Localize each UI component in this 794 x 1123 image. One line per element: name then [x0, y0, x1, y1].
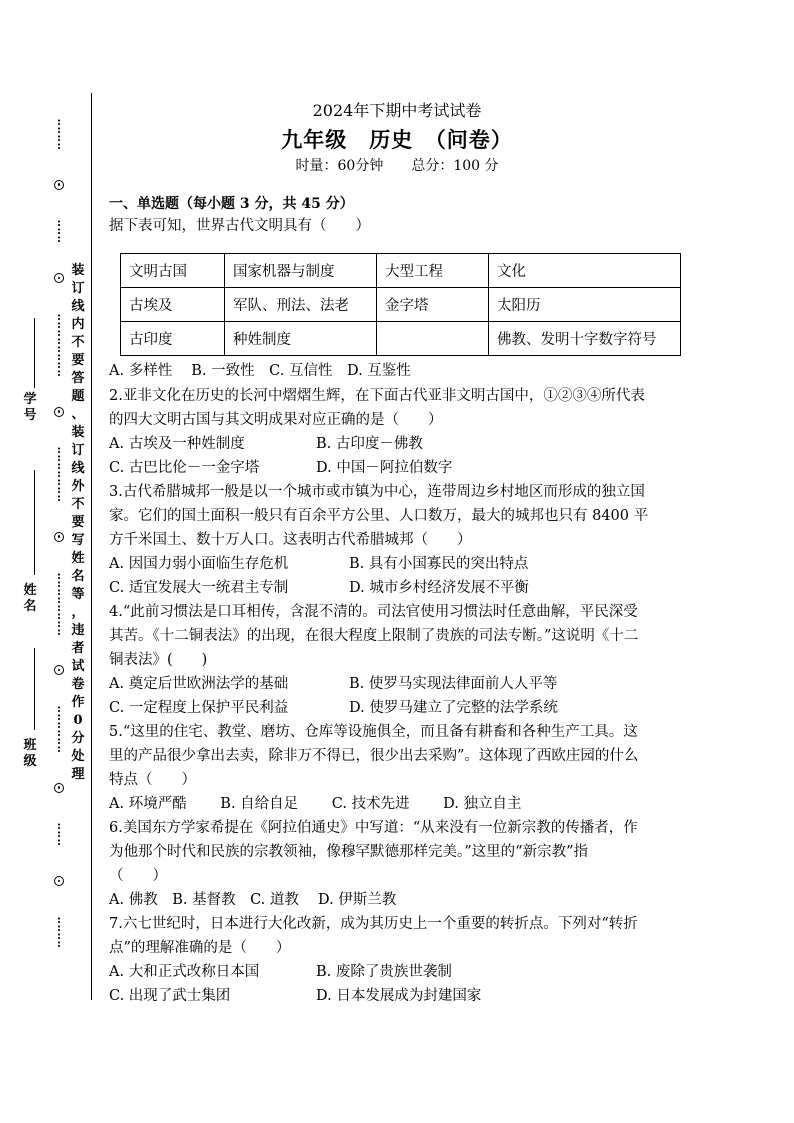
notice-char: 外: [71, 479, 85, 494]
label-char: 班: [23, 738, 37, 753]
name-label: [22, 583, 38, 615]
notice-char: 不: [71, 497, 85, 512]
binding-circle-icon: [54, 407, 64, 417]
table-cell: 古埃及: [121, 288, 225, 322]
dot-segment: : : :: [56, 819, 62, 849]
table-cell: 军队、刑法、法老: [225, 288, 377, 322]
table-header-cell: 文明古国: [121, 254, 225, 288]
binding-circle-icon: [54, 273, 64, 283]
q3-option-d: D. 城市乡村经济发展不平衡: [349, 580, 529, 596]
notice-char: 线: [71, 461, 85, 476]
binding-circle-icon: [54, 180, 64, 190]
binding-dots: [49, 115, 69, 950]
binding-line: [91, 93, 92, 1000]
q3-stem-line: 方千米国土、数十万人口。这表明古代希腊城邦（ ）: [109, 532, 472, 548]
q7-option-d: D. 日本发展成为封建国家: [316, 988, 482, 1004]
label-char: 姓: [23, 583, 37, 598]
q7-option-a: A. 大和正式改称日本国: [109, 964, 260, 980]
label-char: 学: [23, 392, 37, 407]
q4-stem-line: 4.“此前习惯法是口耳相传，含混不清的。司法官使用习惯法时任意曲解，平民深受: [109, 604, 638, 620]
q1-stem: 据下表可知，世界古代文明具有（ ）: [109, 218, 370, 234]
q2-stem-line: 的四大文明古国与其文明成果对应正确的是（ ）: [109, 412, 443, 428]
notice-char: 者: [71, 641, 85, 656]
class-label: [22, 738, 38, 770]
notice-char: 要: [71, 515, 85, 530]
table-cell: 种姓制度: [225, 322, 377, 356]
notice-char: 装: [71, 263, 85, 278]
q3-stem-line: 家。它们的国土面积一般只有百余平方公里、人口数万，最大的城邦也只有 8400 平: [109, 508, 649, 524]
name-blank[interactable]: [34, 470, 35, 575]
table-cell: 佛教、发明十字数字符号: [489, 322, 681, 356]
table-cell: 古印度: [121, 322, 225, 356]
q5-options: A. 环境严酷 B. 自给自足 C. 技术先进 D. 独立自主: [109, 796, 522, 812]
q3-option-a: A. 因国力弱小面临生存危机: [109, 556, 289, 572]
q5-stem-line: 里的产品很少拿出去卖，除非万不得已，很少出去采购”。这体现了西欧庄园的什么: [109, 748, 639, 764]
exam-meta: 时量：60分钟 总分：100 分: [295, 158, 499, 174]
notice-char: 、: [71, 407, 85, 422]
notice-char: 姓: [71, 551, 85, 566]
civilization-table: [120, 253, 681, 356]
q4-stem-line: 其苦。《十二铜表法》的出现，在很大程度上限制了贵族的司法专断。”这说明《十二: [109, 628, 639, 644]
q6-stem-line: （ ）: [109, 868, 167, 884]
q2-option-d: D. 中国－阿拉伯数字: [316, 460, 453, 476]
q4-option-a: A. 奠定后世欧洲法学的基础: [109, 676, 289, 692]
notice-char: 理: [71, 767, 85, 782]
dot-segment: : : : :: [56, 912, 62, 950]
table-cell: 太阳历: [489, 288, 681, 322]
student-id-blank[interactable]: [34, 318, 35, 388]
q6-stem-line: 6.美国东方学家希提在《阿拉伯通史》中写道：“从来没有一位新宗教的传播者，作: [109, 820, 638, 836]
table-row: [121, 322, 681, 356]
notice-char: 写: [71, 533, 85, 548]
notice-char: 试: [71, 659, 85, 674]
q4-option-d: D. 使罗马建立了完整的法学系统: [349, 700, 558, 716]
table-header-cell: 文化: [489, 254, 681, 288]
q5-stem-line: 特点（ ）: [109, 772, 196, 788]
q6-stem-line: 为他那个时代和民族的宗教领袖，像穆罕默德那样完美。”这里的“新宗教”指: [109, 844, 588, 860]
notice-char: 线: [71, 299, 85, 314]
q7-stem-line: 点”的理解准确的是（ ）: [109, 940, 291, 956]
notice-char: 作: [71, 695, 85, 710]
binding-circle-icon: [54, 665, 64, 675]
dot-segment: : : : : : :: [56, 702, 62, 756]
dot-segment: : : : : : : : :: [56, 568, 62, 638]
notice-char: ，: [71, 605, 85, 620]
student-id-label: [22, 392, 38, 424]
notice-char: 要: [71, 353, 85, 368]
q1-options: A. 多样性 B. 一致性 C. 互信性 D. 互鉴性: [109, 363, 411, 379]
exam-subject: 九年级 历史 （问卷）: [281, 127, 513, 152]
notice-char: 订: [71, 443, 85, 458]
notice-char: 名: [71, 569, 85, 584]
table-cell: [377, 322, 489, 356]
notice-char: 分: [71, 731, 85, 746]
q2-option-c: C. 古巴比伦－一金字塔: [109, 460, 260, 476]
notice-char: 装: [71, 425, 85, 440]
dot-segment: : : : : : : : :: [56, 309, 62, 379]
class-blank[interactable]: [34, 648, 35, 730]
notice-char: 内: [71, 317, 85, 332]
notice-char: 卷: [71, 677, 85, 692]
q3-option-b: B. 具有小国寡民的突出特点: [349, 556, 529, 572]
table-header-row: [121, 254, 681, 288]
exam-title: 2024年下期中考试试卷: [312, 101, 482, 120]
q4-option-c: C. 一定程度上保护平民利益: [109, 700, 289, 716]
notice-char: 订: [71, 281, 85, 296]
q3-option-c: C. 适宜发展大一统君主专制: [109, 580, 289, 596]
q2-option-b: B. 古印度－佛教: [316, 436, 423, 452]
q6-options: A. 佛教 B. 基督教 C. 道教 D. 伊斯兰教: [109, 892, 397, 908]
table-cell: 金字塔: [377, 288, 489, 322]
dot-segment: : : : :: [56, 115, 62, 152]
notice-char: 0: [73, 713, 83, 728]
label-char: 名: [23, 599, 37, 614]
binding-circle-icon: [54, 532, 64, 542]
q3-stem-line: 3.古代希腊城邦一般是以一个城市或市镇为中心，连带周边乡村地区而形成的独立国: [109, 484, 645, 500]
q4-stem-line: 铜表法》( ): [109, 652, 208, 668]
table-header-cell: 大型工程: [377, 254, 489, 288]
q7-option-b: B. 废除了贵族世袭制: [316, 964, 452, 980]
q2-stem-line: 2.亚非文化在历史的长河中熠熠生辉，在下面古代亚非文明古国中，①②③④所代表: [109, 388, 645, 404]
label-char: 号: [23, 408, 37, 423]
dot-segment: : : :: [56, 216, 62, 246]
q7-option-c: C. 出现了武士集团: [109, 988, 231, 1004]
notice-char: 不: [71, 335, 85, 350]
q5-stem-line: 5.“这里的住宅、教堂、磨坊、仓库等设施俱全，而且备有耕畜和各种生产工具。这: [109, 724, 638, 740]
section-title: 一、单选题（每小题 3 分，共 45 分）: [109, 196, 354, 212]
q2-option-a: A. 古埃及一种姓制度: [109, 436, 245, 452]
label-char: 级: [23, 754, 37, 769]
table-header-cell: 国家机器与制度: [225, 254, 377, 288]
binding-circle-icon: [54, 876, 64, 886]
notice-char: 违: [71, 623, 85, 638]
notice-char: 处: [71, 749, 85, 764]
q4-option-b: B. 使罗马实现法律面前人人平等: [349, 676, 558, 692]
binding-notice: [70, 262, 86, 784]
table-row: [121, 288, 681, 322]
notice-char: 等: [71, 587, 85, 602]
notice-char: 答: [71, 371, 85, 386]
q7-stem-line: 7.六七世纪时，日本进行大化改新，成为其历史上一个重要的转折点。下列对“转折: [109, 916, 638, 932]
binding-circle-icon: [54, 783, 64, 793]
notice-char: 题: [71, 389, 85, 404]
dot-segment: : : : : : : :: [56, 443, 62, 505]
